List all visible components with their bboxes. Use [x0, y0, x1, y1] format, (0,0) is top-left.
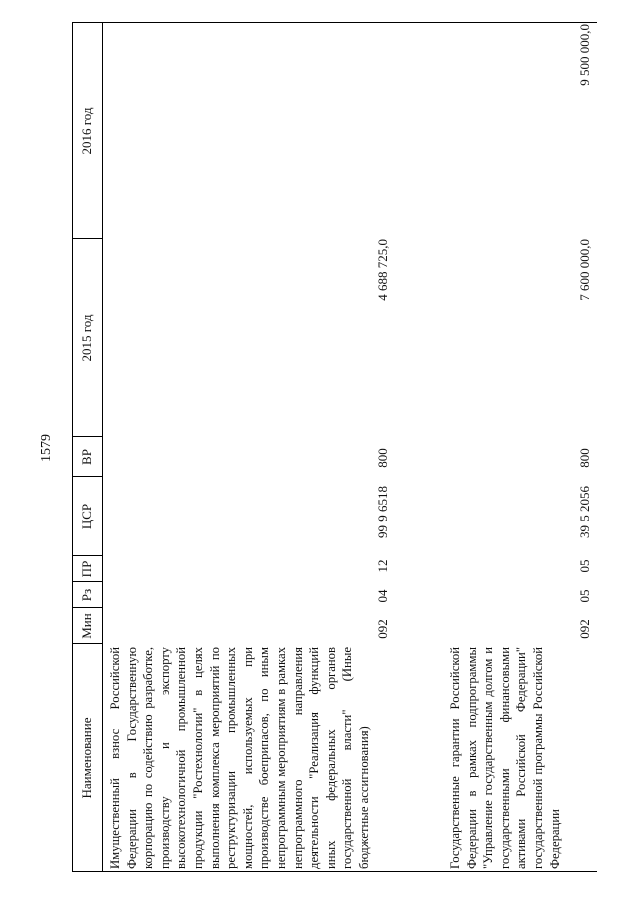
row-1-2015: 4 688 725,0 [375, 239, 390, 301]
table-left-border [72, 871, 597, 872]
row-2-vr: 800 [577, 448, 592, 468]
row-2-csr: 39 5 2056 [577, 486, 592, 538]
row-2-2015: 7 600 000,0 [577, 239, 592, 301]
header-csr: ЦСР [79, 503, 94, 530]
row-2-2016: 9 500 000,0 [577, 24, 592, 86]
header-name: Наименование [79, 717, 94, 799]
header-2016: 2016 год [79, 107, 94, 155]
header-vr: ВР [79, 449, 94, 465]
row-2-pr: 05 [577, 559, 592, 573]
row-2-rz: 05 [577, 589, 592, 603]
row-1-pr: 12 [375, 559, 390, 573]
header-min: Мин [79, 613, 94, 639]
header-rz: Рз [79, 588, 94, 602]
row-1-csr: 99 9 6518 [375, 486, 390, 538]
header-pr: ПР [79, 560, 94, 578]
row-2-name: Государственные гарантии Российской Федерации в рамках подпрограммы "Управление государственным долгом и государственными финансовыми активами Российской Федерации" государственной программы Российской Федерации [448, 647, 562, 869]
row-1-min: 092 [375, 619, 390, 639]
header-2015: 2015 год [79, 314, 94, 362]
row-1-vr: 800 [375, 448, 390, 468]
table-right-border [72, 22, 597, 23]
budget-table [72, 22, 597, 872]
row-2-min: 092 [577, 619, 592, 639]
header-bottom-border [102, 22, 103, 872]
row-1-name: Имущественный взнос Российской Федерации в Государственную корпорацию по содействию разработке, производству и экспорту высокотехнологичной промышленной продукции "Ростехнологии" в целях выполнения комплекса мероприятий по реструктуризации промышленных мощностей, используемых при производстве боеприпасов, по иным непрограммным мероприятиям в рамках непрограммного направления деятельности "Реализация функций иных федеральных органов государственной власти" (Иные бюджетные ассигнования) [108, 647, 371, 869]
row-1-rz: 04 [375, 589, 390, 603]
page-number: 1579 [39, 434, 54, 462]
